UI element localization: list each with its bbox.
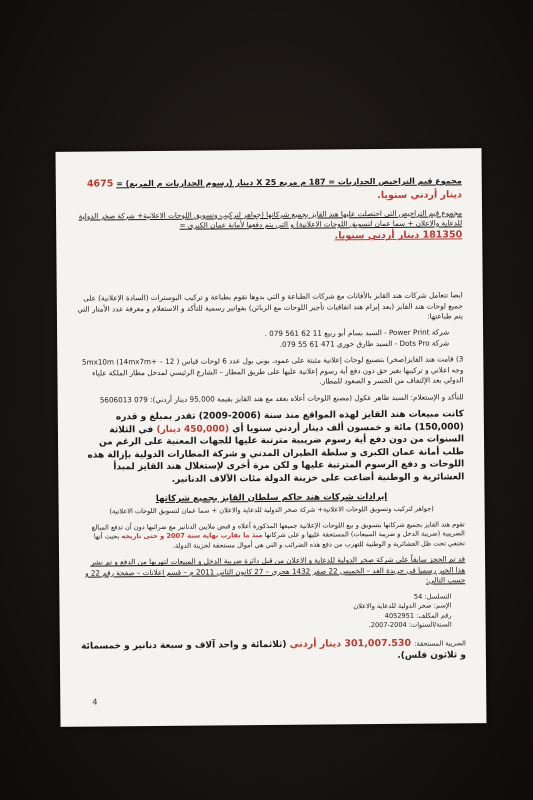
document-page <box>55 148 486 727</box>
revenue-heading-block <box>78 490 464 506</box>
revenue-text-1: تقوم هند القايز بجميع شركاتها بتسويق و بيع اللوحات الإعلانية جميعها المذكورة أعلاه و قبض ملايين الدنانير مع ضرائبها دون أن تدفع المبالغ الضريبية (ضريبة الدخل و ضريبة المبيعات) المستحقة عليها و على شركاتها <box>91 519 465 540</box>
summary-amount: 181350 دينار أردني سنويا. <box>334 229 463 242</box>
revenue-paragraph <box>79 520 465 552</box>
printing-list <box>77 328 463 352</box>
summary-line: مجموع قيم التراخيص التي احتصلت عليها هند القايز بجميع شركاتها (جواهر لتركيب وتسويق اللوحات الاعلانية+ شركة صخر الدولية للدعاية والاعلان + سما عمان لتسويق اللوحات الاعلانية) و التي يتم دفعها لأمانة عمان الكبرى = <box>78 207 463 230</box>
revenue-text-2: بحيث أنها تختفي تحت ظل العشائرية و الوطنية للتهرب من دفع هذه الضرائب و التي هي أموال مستحقة لخزينة الدولة. <box>93 532 465 550</box>
list-item: رقم المكلف: 4052951 <box>384 611 452 620</box>
seizure-list <box>79 592 465 634</box>
printing-paragraph: ايضا تتعامل شركات هند القايز بالأفاتات مع شركات الطباعة و التي بدوها تقوم بطباعة و تركيب البوسترات (السادة الإعلانية) على جميع لوحات هند القايز (بعد إبرام هند اتفاقيات تأجير اللوحات مع الزبائن) بفواتير رسمية للتأكد و الاستعلام و معرفة عدد الأمتار التي يتم طباعتها: <box>77 290 463 321</box>
list-item: الإسم: صخر الدولية للدعاية والاعلان <box>353 601 452 611</box>
tax-paragraph <box>80 636 466 666</box>
title-line: مجموع قيم التراخيص الجداريات = 187 م مربع X 25 دينار (رسوم الجداريات م المربع) = <box>116 176 462 189</box>
page-number: 4 <box>92 697 98 707</box>
list-item: شركة Dots Pro - السيد طارق خوري 471 61 55 079. <box>279 338 450 349</box>
title-paragraph <box>76 174 462 205</box>
item3-paragraph: 3) قامت هند القايز(صخر) بتصنيع لوحات إعلانية مثبتة على عمود، يوني بول عدد 6 لوحات قياس ( 5mx10m (14mx7m+ – 12 وجه اعلاني و تركيبها بغير حق دون دفع أية رسوم إعلانية عليها على طريق المطار – الشارع الرئيسي لمدخل مطار الملكة علياء الدولي بعد الإلتفاف من الجسر و الصعود للمطار. <box>81 354 464 386</box>
tax-words: (ثلاثمائة و واحد آلاف و سبعة دنانير و خمسمائة و ثلاثون فلس). <box>81 639 466 662</box>
title-amount: 4675 دينار أردني سنويا. <box>86 178 462 201</box>
revenue-subheading: (جواهر لتركيب وتسويق اللوحات الاعلانية+ شركة صخر الدولية للدعاية والاعلان + سما عمان لتسويق اللوحات الاعلانية) <box>109 504 434 516</box>
sales-amount: (450,000 دينار) <box>156 424 230 435</box>
sales-text-1: كانت مبيعات هند القايز لهذه المواقع منذ سنة (2006-2009) تقدر بمبلغ و قدره (150,000) مائة و خمسون ألف دينار أردني سنويا أي <box>115 409 464 435</box>
list-item: التسلسل: 54 <box>413 592 452 601</box>
spacer <box>76 248 462 293</box>
sales-paragraph <box>78 408 465 487</box>
summary-paragraph <box>76 208 462 246</box>
tax-amount: 301,007.530 دينار أردني <box>289 637 412 650</box>
inquiry-paragraph: للتأكد و الإستعلام: السيد طاهر عكول (مصنع اللوحات أعلاه بعقد مع هند القايز بقيمة 95,000 دينار أردني): 079 5606013 <box>99 391 464 405</box>
tax-label: الضريبة المستحقة: <box>414 639 466 648</box>
sales-text-2: في الثلاثة السنوات من دون دفع أية رسوم ضريبية مترتبة عليها للجهات المعنية على الرغم من طلب أمانة عمان الكبرى و سلطة الطيران المدني و شركة المطارات الدولية بإزالة هذه اللوحات و دفع الرسوم المترتبة عليها و لكن مرة أخرى لإستغلال هند القايز لمبدأ العشائرية و الوطنية أضاعت على خزينة الدولة مئات الآلاف الدنانير. <box>87 424 465 485</box>
list-item: شركة Power Print - السيد بسام أبو ربيع 11 62 561 079 . <box>264 327 450 339</box>
seizure-paragraph: قد تم الحجز سابقاً على شركة صخر الدولية للدعاية و الاعلان من قبل دائرة ضريبة الدخل و المبيعات لتهربها من الدفع و تم نشر هذا الخبر رسميا في جريدة الغد – الخميس 22 صفر 1432 هجري – 27 كانون الثاني 2011 م – قسم اعلانات – صفحة رقم 22 و حسب التالي: <box>85 554 466 585</box>
revenue-heading: إيرادات شركات هند حاكم سلطان القايز بجميع شركاتها <box>155 491 388 504</box>
revenue-red-text: منذ ما يقارب نهاية سنة 2007 و حتى تاريخه <box>121 531 263 541</box>
list-item: السنة/السنوات: 2004-2007. <box>368 620 452 630</box>
